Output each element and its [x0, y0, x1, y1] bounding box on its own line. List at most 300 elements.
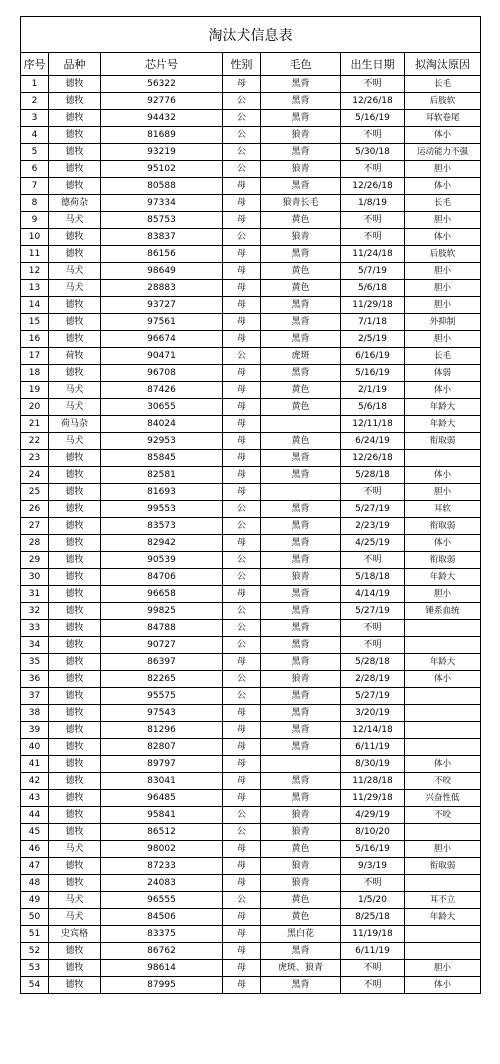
column-header-chip-number: 芯片号 — [101, 53, 223, 76]
sex-cell: 公 — [223, 569, 261, 586]
birth-date-cell: 4/14/19 — [341, 586, 405, 603]
chip-number-cell: 94432 — [101, 110, 223, 127]
table-row — [21, 960, 481, 977]
sex-cell: 母 — [223, 535, 261, 552]
breed-cell: 德牧 — [49, 569, 101, 586]
breed-cell: 德牧 — [49, 756, 101, 773]
sex-cell: 母 — [223, 841, 261, 858]
chip-number-cell: 82942 — [101, 535, 223, 552]
sex-cell: 母 — [223, 960, 261, 977]
sex-cell: 母 — [223, 314, 261, 331]
sex-cell: 母 — [223, 365, 261, 382]
chip-number-cell: 93219 — [101, 144, 223, 161]
birth-date-cell: 不明 — [341, 875, 405, 892]
birth-date-cell: 12/11/18 — [341, 416, 405, 433]
chip-number-cell: 98002 — [101, 841, 223, 858]
birth-date-cell: 5/28/18 — [341, 467, 405, 484]
row-index-cell: 41 — [21, 756, 49, 773]
birth-date-cell: 5/28/18 — [341, 654, 405, 671]
breed-cell: 德牧 — [49, 552, 101, 569]
row-index-cell: 13 — [21, 280, 49, 297]
table-row — [21, 331, 481, 348]
row-index-cell: 15 — [21, 314, 49, 331]
birth-date-cell: 1/8/19 — [341, 195, 405, 212]
cull-reason-cell: 体小 — [405, 382, 481, 399]
chip-number-cell: 82807 — [101, 739, 223, 756]
coat-color-cell: 虎斑、狼青 — [261, 960, 341, 977]
table-row — [21, 399, 481, 416]
row-index-cell: 47 — [21, 858, 49, 875]
coat-color-cell: 黑背 — [261, 688, 341, 705]
sex-cell: 公 — [223, 637, 261, 654]
cull-reason-cell: 年龄大 — [405, 416, 481, 433]
table-row — [21, 161, 481, 178]
column-header-cull-reason: 拟淘汰原因 — [405, 53, 481, 76]
coat-color-cell: 狼青 — [261, 807, 341, 824]
row-index-cell: 23 — [21, 450, 49, 467]
chip-number-cell: 97334 — [101, 195, 223, 212]
row-index-cell: 24 — [21, 467, 49, 484]
coat-color-cell — [261, 484, 341, 501]
birth-date-cell: 7/1/18 — [341, 314, 405, 331]
chip-number-cell: 97561 — [101, 314, 223, 331]
birth-date-cell: 4/29/19 — [341, 807, 405, 824]
chip-number-cell: 80588 — [101, 178, 223, 195]
column-header-birth-date: 出生日期 — [341, 53, 405, 76]
chip-number-cell: 28883 — [101, 280, 223, 297]
breed-cell: 德牧 — [49, 518, 101, 535]
row-index-cell: 50 — [21, 909, 49, 926]
coat-color-cell: 黑背 — [261, 76, 341, 93]
table-row — [21, 246, 481, 263]
row-index-cell: 6 — [21, 161, 49, 178]
breed-cell: 德牧 — [49, 722, 101, 739]
breed-cell: 德牧 — [49, 620, 101, 637]
sex-cell: 母 — [223, 280, 261, 297]
chip-number-cell: 82265 — [101, 671, 223, 688]
birth-date-cell: 不明 — [341, 620, 405, 637]
sex-cell: 公 — [223, 144, 261, 161]
birth-date-cell: 11/24/18 — [341, 246, 405, 263]
sex-cell: 母 — [223, 382, 261, 399]
cull-reason-cell: 长毛 — [405, 76, 481, 93]
sex-cell: 母 — [223, 790, 261, 807]
breed-cell: 德牧 — [49, 943, 101, 960]
chip-number-cell: 86156 — [101, 246, 223, 263]
coat-color-cell: 狼青 — [261, 858, 341, 875]
chip-number-cell: 84788 — [101, 620, 223, 637]
table-row — [21, 280, 481, 297]
cull-reason-cell: 胆小 — [405, 484, 481, 501]
sex-cell: 公 — [223, 110, 261, 127]
coat-color-cell: 黑背 — [261, 722, 341, 739]
breed-cell: 德牧 — [49, 144, 101, 161]
table-row — [21, 501, 481, 518]
coat-color-cell: 黑背 — [261, 501, 341, 518]
breed-cell: 德牧 — [49, 467, 101, 484]
header-row — [21, 53, 481, 76]
breed-cell: 德牧 — [49, 773, 101, 790]
breed-cell: 德牧 — [49, 790, 101, 807]
chip-number-cell: 83573 — [101, 518, 223, 535]
row-index-cell: 1 — [21, 76, 49, 93]
table-row — [21, 416, 481, 433]
table-title: 淘汰犬信息表 — [21, 17, 481, 53]
cull-reason-cell: 年龄大 — [405, 399, 481, 416]
table-row — [21, 518, 481, 535]
birth-date-cell: 1/5/20 — [341, 892, 405, 909]
coat-color-cell — [261, 756, 341, 773]
cull-reason-cell — [405, 450, 481, 467]
cull-reason-cell — [405, 824, 481, 841]
coat-color-cell: 黑背 — [261, 739, 341, 756]
row-index-cell: 9 — [21, 212, 49, 229]
table-row — [21, 450, 481, 467]
sex-cell: 母 — [223, 433, 261, 450]
row-index-cell: 33 — [21, 620, 49, 637]
sex-cell: 母 — [223, 858, 261, 875]
cull-reason-cell: 体小 — [405, 178, 481, 195]
coat-color-cell: 狼青 — [261, 127, 341, 144]
table-row — [21, 382, 481, 399]
breed-cell: 德牧 — [49, 314, 101, 331]
row-index-cell: 45 — [21, 824, 49, 841]
breed-cell: 德牧 — [49, 586, 101, 603]
birth-date-cell: 不明 — [341, 161, 405, 178]
chip-number-cell: 98649 — [101, 263, 223, 280]
table-row — [21, 654, 481, 671]
breed-cell: 德牧 — [49, 127, 101, 144]
birth-date-cell: 5/6/18 — [341, 280, 405, 297]
birth-date-cell: 5/27/19 — [341, 501, 405, 518]
birth-date-cell: 5/7/19 — [341, 263, 405, 280]
row-index-cell: 8 — [21, 195, 49, 212]
row-index-cell: 30 — [21, 569, 49, 586]
cull-reason-cell: 年龄大 — [405, 569, 481, 586]
cull-reason-cell: 年龄大 — [405, 654, 481, 671]
row-index-cell: 12 — [21, 263, 49, 280]
breed-cell: 德牧 — [49, 875, 101, 892]
cull-reason-cell — [405, 705, 481, 722]
cull-reason-cell: 体小 — [405, 467, 481, 484]
sex-cell: 公 — [223, 127, 261, 144]
row-index-cell: 48 — [21, 875, 49, 892]
row-index-cell: 53 — [21, 960, 49, 977]
chip-number-cell: 95575 — [101, 688, 223, 705]
coat-color-cell: 黑背 — [261, 450, 341, 467]
chip-number-cell: 81689 — [101, 127, 223, 144]
row-index-cell: 32 — [21, 603, 49, 620]
breed-cell: 德牧 — [49, 501, 101, 518]
cull-reason-cell: 体小 — [405, 671, 481, 688]
sex-cell: 公 — [223, 892, 261, 909]
breed-cell: 德牧 — [49, 705, 101, 722]
row-index-cell: 27 — [21, 518, 49, 535]
breed-cell: 德牧 — [49, 858, 101, 875]
chip-number-cell: 85845 — [101, 450, 223, 467]
cull-reason-cell: 胆小 — [405, 263, 481, 280]
breed-cell: 德牧 — [49, 637, 101, 654]
table-row — [21, 586, 481, 603]
sex-cell: 母 — [223, 297, 261, 314]
birth-date-cell: 5/27/19 — [341, 688, 405, 705]
coat-color-cell: 黄色 — [261, 399, 341, 416]
cull-reason-cell — [405, 739, 481, 756]
coat-color-cell: 黑背 — [261, 705, 341, 722]
table-row — [21, 484, 481, 501]
row-index-cell: 36 — [21, 671, 49, 688]
sex-cell: 母 — [223, 416, 261, 433]
chip-number-cell: 96485 — [101, 790, 223, 807]
breed-cell: 德牧 — [49, 960, 101, 977]
table-row — [21, 348, 481, 365]
chip-number-cell: 96555 — [101, 892, 223, 909]
sex-cell: 母 — [223, 739, 261, 756]
breed-cell: 德牧 — [49, 161, 101, 178]
table-row — [21, 841, 481, 858]
cull-reason-cell: 不咬 — [405, 773, 481, 790]
coat-color-cell: 黄色 — [261, 433, 341, 450]
coat-color-cell: 黑背 — [261, 178, 341, 195]
cull-reason-cell — [405, 722, 481, 739]
sex-cell: 母 — [223, 331, 261, 348]
table-row — [21, 688, 481, 705]
sex-cell: 公 — [223, 688, 261, 705]
breed-cell: 德牧 — [49, 178, 101, 195]
birth-date-cell: 不明 — [341, 552, 405, 569]
cull-reason-cell: 衔取弱 — [405, 433, 481, 450]
breed-cell: 德牧 — [49, 671, 101, 688]
breed-cell: 马犬 — [49, 382, 101, 399]
row-index-cell: 14 — [21, 297, 49, 314]
cull-reason-cell: 体小 — [405, 229, 481, 246]
row-index-cell: 38 — [21, 705, 49, 722]
table-row — [21, 569, 481, 586]
cull-reason-cell: 体小 — [405, 535, 481, 552]
breed-cell: 马犬 — [49, 433, 101, 450]
sex-cell: 母 — [223, 586, 261, 603]
table-row — [21, 229, 481, 246]
sex-cell: 公 — [223, 824, 261, 841]
birth-date-cell: 11/19/18 — [341, 926, 405, 943]
breed-cell: 德牧 — [49, 977, 101, 994]
row-index-cell: 17 — [21, 348, 49, 365]
sex-cell: 母 — [223, 926, 261, 943]
row-index-cell: 31 — [21, 586, 49, 603]
coat-color-cell: 黑白花 — [261, 926, 341, 943]
birth-date-cell: 6/11/19 — [341, 943, 405, 960]
row-index-cell: 4 — [21, 127, 49, 144]
coat-color-cell: 狼青 — [261, 875, 341, 892]
coat-color-cell: 黑背 — [261, 620, 341, 637]
breed-cell: 德牧 — [49, 331, 101, 348]
coat-color-cell: 黄色 — [261, 212, 341, 229]
coat-color-cell: 黑背 — [261, 144, 341, 161]
row-index-cell: 39 — [21, 722, 49, 739]
coat-color-cell: 黑背 — [261, 535, 341, 552]
cull-reason-cell: 胆小 — [405, 212, 481, 229]
breed-cell: 德牧 — [49, 484, 101, 501]
cull-reason-cell: 耳软卷尾 — [405, 110, 481, 127]
chip-number-cell: 84024 — [101, 416, 223, 433]
coat-color-cell: 黑背 — [261, 365, 341, 382]
table-row — [21, 76, 481, 93]
birth-date-cell: 2/28/19 — [341, 671, 405, 688]
table-row — [21, 433, 481, 450]
sex-cell: 母 — [223, 875, 261, 892]
row-index-cell: 42 — [21, 773, 49, 790]
cull-reason-cell: 长毛 — [405, 348, 481, 365]
cull-reason-cell — [405, 688, 481, 705]
cull-reason-cell: 衔取弱 — [405, 552, 481, 569]
row-index-cell: 18 — [21, 365, 49, 382]
sex-cell: 公 — [223, 603, 261, 620]
birth-date-cell: 8/25/18 — [341, 909, 405, 926]
breed-cell: 德牧 — [49, 654, 101, 671]
chip-number-cell: 90727 — [101, 637, 223, 654]
chip-number-cell: 24083 — [101, 875, 223, 892]
chip-number-cell: 99553 — [101, 501, 223, 518]
birth-date-cell: 8/10/20 — [341, 824, 405, 841]
breed-cell: 德牧 — [49, 450, 101, 467]
row-index-cell: 35 — [21, 654, 49, 671]
coat-color-cell: 黄色 — [261, 909, 341, 926]
row-index-cell: 54 — [21, 977, 49, 994]
chip-number-cell: 93727 — [101, 297, 223, 314]
birth-date-cell: 11/28/18 — [341, 773, 405, 790]
coat-color-cell: 黑背 — [261, 603, 341, 620]
chip-number-cell: 89797 — [101, 756, 223, 773]
coat-color-cell: 黑背 — [261, 93, 341, 110]
column-header-index: 序号 — [21, 53, 49, 76]
cull-reason-cell: 耳不立 — [405, 892, 481, 909]
sex-cell: 公 — [223, 518, 261, 535]
cull-reason-cell: 胆小 — [405, 586, 481, 603]
birth-date-cell: 12/26/18 — [341, 450, 405, 467]
cull-reason-cell: 锤系血统 — [405, 603, 481, 620]
coat-color-cell: 黑背 — [261, 586, 341, 603]
sex-cell: 母 — [223, 484, 261, 501]
table-row — [21, 365, 481, 382]
row-index-cell: 51 — [21, 926, 49, 943]
chip-number-cell: 95102 — [101, 161, 223, 178]
cull-reason-cell: 胆小 — [405, 297, 481, 314]
cull-reason-cell: 后肢软 — [405, 246, 481, 263]
sex-cell: 公 — [223, 348, 261, 365]
sex-cell: 母 — [223, 246, 261, 263]
table-row — [21, 773, 481, 790]
coat-color-cell: 黄色 — [261, 280, 341, 297]
row-index-cell: 10 — [21, 229, 49, 246]
cull-reason-cell: 外抑制 — [405, 314, 481, 331]
table-row — [21, 195, 481, 212]
sex-cell: 母 — [223, 705, 261, 722]
row-index-cell: 3 — [21, 110, 49, 127]
chip-number-cell: 83375 — [101, 926, 223, 943]
breed-cell: 德荷杂 — [49, 195, 101, 212]
birth-date-cell: 2/1/19 — [341, 382, 405, 399]
row-index-cell: 21 — [21, 416, 49, 433]
table-row — [21, 144, 481, 161]
cull-reason-cell: 胆小 — [405, 960, 481, 977]
table-row — [21, 637, 481, 654]
row-index-cell: 2 — [21, 93, 49, 110]
coat-color-cell: 黑背 — [261, 297, 341, 314]
coat-color-cell: 黑背 — [261, 790, 341, 807]
cull-reason-cell — [405, 926, 481, 943]
table-row — [21, 892, 481, 909]
coat-color-cell: 黑背 — [261, 110, 341, 127]
chip-number-cell: 96674 — [101, 331, 223, 348]
chip-number-cell: 90471 — [101, 348, 223, 365]
birth-date-cell: 5/16/19 — [341, 365, 405, 382]
table-row — [21, 467, 481, 484]
breed-cell: 德牧 — [49, 76, 101, 93]
breed-cell: 德牧 — [49, 807, 101, 824]
cull-reason-cell — [405, 620, 481, 637]
birth-date-cell: 3/20/19 — [341, 705, 405, 722]
birth-date-cell: 9/3/19 — [341, 858, 405, 875]
row-index-cell: 16 — [21, 331, 49, 348]
coat-color-cell: 狼青 — [261, 161, 341, 178]
sex-cell: 母 — [223, 450, 261, 467]
row-index-cell: 7 — [21, 178, 49, 195]
birth-date-cell: 不明 — [341, 637, 405, 654]
cull-dog-table — [20, 16, 481, 994]
birth-date-cell: 5/18/18 — [341, 569, 405, 586]
chip-number-cell: 98614 — [101, 960, 223, 977]
coat-color-cell: 黑背 — [261, 943, 341, 960]
chip-number-cell: 86762 — [101, 943, 223, 960]
chip-number-cell: 90539 — [101, 552, 223, 569]
cull-reason-cell — [405, 943, 481, 960]
table-row — [21, 93, 481, 110]
birth-date-cell: 不明 — [341, 76, 405, 93]
birth-date-cell: 6/24/19 — [341, 433, 405, 450]
table-row — [21, 756, 481, 773]
column-header-breed: 品种 — [49, 53, 101, 76]
table-row — [21, 926, 481, 943]
birth-date-cell: 4/25/19 — [341, 535, 405, 552]
column-header-sex: 性别 — [223, 53, 261, 76]
sex-cell: 母 — [223, 756, 261, 773]
chip-number-cell: 81296 — [101, 722, 223, 739]
coat-color-cell: 黑背 — [261, 246, 341, 263]
table-row — [21, 722, 481, 739]
row-index-cell: 34 — [21, 637, 49, 654]
sex-cell: 公 — [223, 671, 261, 688]
row-index-cell: 22 — [21, 433, 49, 450]
row-index-cell: 5 — [21, 144, 49, 161]
birth-date-cell: 不明 — [341, 127, 405, 144]
cull-reason-cell: 后肢软 — [405, 93, 481, 110]
cull-reason-cell: 胆小 — [405, 280, 481, 297]
birth-date-cell: 不明 — [341, 229, 405, 246]
table-row — [21, 620, 481, 637]
birth-date-cell: 12/14/18 — [341, 722, 405, 739]
coat-color-cell: 黄色 — [261, 263, 341, 280]
breed-cell: 荷牧 — [49, 348, 101, 365]
birth-date-cell: 5/30/18 — [341, 144, 405, 161]
table-row — [21, 705, 481, 722]
birth-date-cell: 5/6/18 — [341, 399, 405, 416]
row-index-cell: 26 — [21, 501, 49, 518]
table-row — [21, 977, 481, 994]
cull-reason-cell: 胆小 — [405, 841, 481, 858]
sex-cell: 母 — [223, 943, 261, 960]
table-row — [21, 127, 481, 144]
chip-number-cell: 92953 — [101, 433, 223, 450]
